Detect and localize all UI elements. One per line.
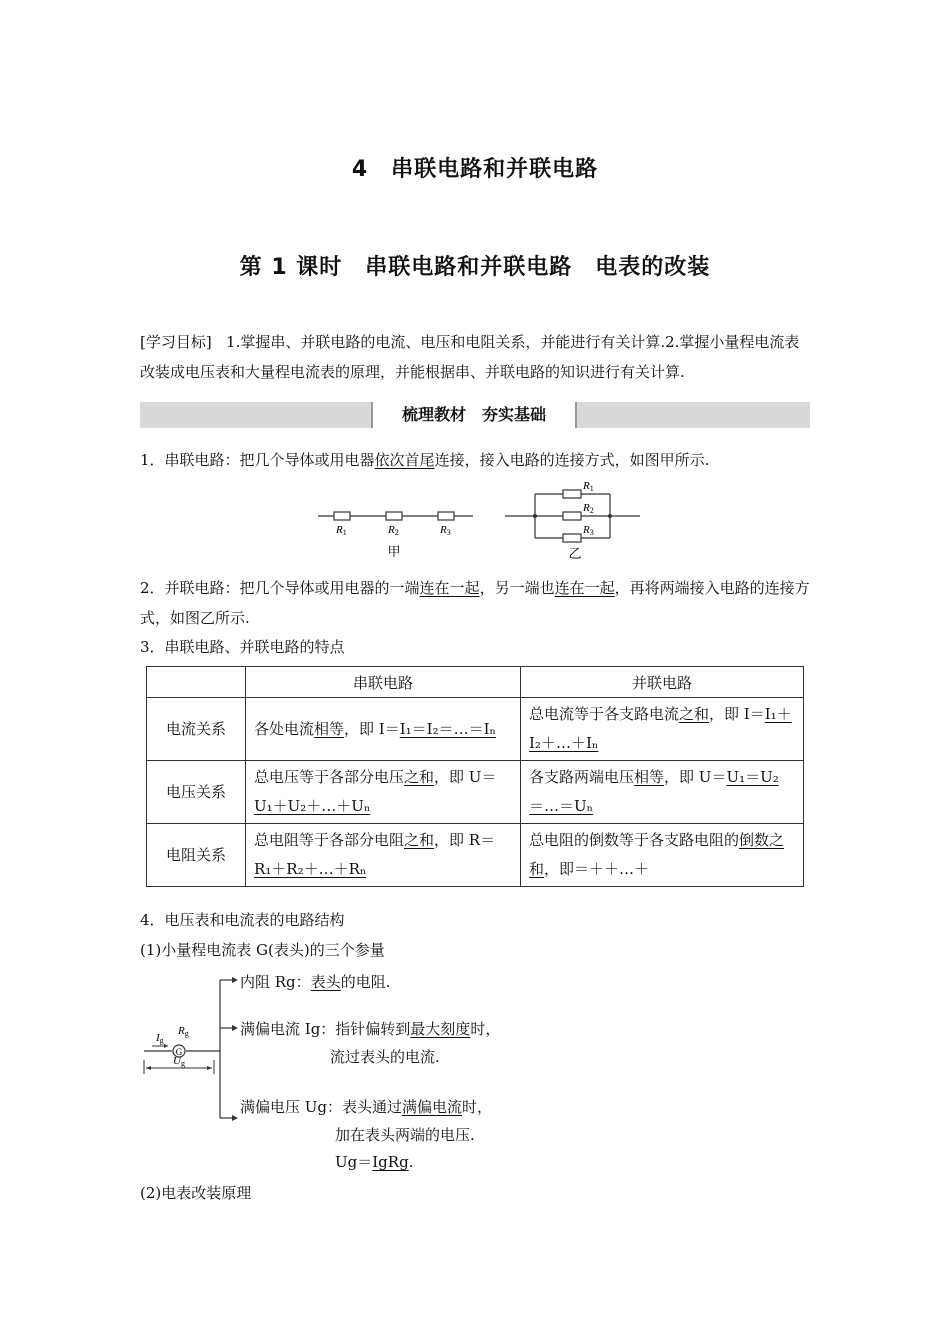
param-full-scale-voltage: 满偏电压 Ug：表头通过满偏电流时， <box>240 1098 493 1116</box>
label-r2: R2 <box>388 524 399 537</box>
series-cell: 总电阻等于各部分电阻之和，即 R＝R₁＋R₂＋…＋Rₙ <box>246 824 521 887</box>
item1-prefix: 1．串联电路：把几个导体或用电器 <box>140 451 375 469</box>
comparison-table <box>146 666 804 887</box>
param-ohms-law: Ug＝IgRg. <box>335 1153 414 1171</box>
parallel-circuit-figure <box>505 478 645 564</box>
item2-prefix: 2．并联电路：把几个导体或用电器的一端 <box>140 579 420 597</box>
item-parallel-definition <box>140 573 812 633</box>
series-cell: 总电压等于各部分电压之和，即 U＝U₁＋U₂＋…＋Uₙ <box>246 761 521 824</box>
objectives-text: 1.掌握串、并联电路的电流、电压和电阻关系，并能进行有关计算.2.掌握小量程电流表改装成电压表和大量程电流表的原理，并能根据串、并联电路的知识进行有关计算. <box>140 333 800 381</box>
param-internal-resistance: 内阻 Rg：表头的电阻. <box>240 973 391 991</box>
item1-blank: 依次首尾 <box>374 451 435 469</box>
caption-jia: 甲 <box>387 545 401 560</box>
lesson-title: 第 1 课时 串联电路和并联电路 电表的改装 <box>239 255 711 280</box>
table-row <box>147 824 804 887</box>
item-galvanometer-params: (1)小量程电流表 G(表头)的三个参量 <box>140 941 385 959</box>
chapter-title: 4 串联电路和并联电路 <box>351 157 599 182</box>
resistor-p2 <box>563 512 581 520</box>
parallel-cell: 各支路两端电压相等，即 U＝U₁＝U₂＝…＝Uₙ <box>521 761 804 824</box>
item2-middle: ，另一端也 <box>479 579 555 597</box>
label-rg: Rg <box>178 1025 189 1038</box>
table-row <box>147 698 804 761</box>
svg-text:G: G <box>175 1047 183 1057</box>
item1-suffix: 连接，接入电路的连接方式，如图甲所示. <box>434 451 710 469</box>
item-series-definition <box>140 445 812 475</box>
label-p1: R1 <box>583 480 594 493</box>
resistor-r3 <box>438 512 454 520</box>
resistor-p3 <box>563 534 581 542</box>
label-p3: R3 <box>583 524 594 537</box>
caption-yi: 乙 <box>568 547 582 562</box>
item-characteristics: 3．串联电路、并联电路的特点 <box>140 638 345 656</box>
resistor-p1 <box>563 490 581 498</box>
param-full-scale-current: 满偏电流 Ig：指针偏转到最大刻度时， <box>240 1020 501 1038</box>
param-full-scale-voltage-line2: 加在表头两端的电压. <box>335 1126 475 1144</box>
param-full-scale-current-line2: 流过表头的电流. <box>330 1048 440 1066</box>
label-ug: Ug <box>173 1055 185 1068</box>
parallel-cell: 总电流等于各支路电流之和，即 I＝I₁＋I₂＋…＋Iₙ <box>521 698 804 761</box>
item2-suffix: ，再将两端接入电路的连接方式，如图乙所示. <box>140 579 810 627</box>
item-meter-structure: 4．电压表和电流表的电路结构 <box>140 911 345 929</box>
label-ig: Ig <box>156 1032 164 1045</box>
learning-objectives <box>140 327 812 387</box>
row-label: 电阻关系 <box>147 824 246 887</box>
table-header-parallel: 并联电路 <box>521 667 804 698</box>
item-conversion-principle: (2)电表改装原理 <box>140 1184 252 1202</box>
table-header-empty <box>147 667 246 698</box>
parallel-cell: 总电阻的倒数等于各支路电阻的倒数之和，即＝＋＋…＋ <box>521 824 804 887</box>
resistor-r1 <box>334 512 350 520</box>
resistor-r2 <box>386 512 402 520</box>
label-r3: R3 <box>440 524 451 537</box>
table-header-row <box>147 667 804 698</box>
label-p2: R2 <box>583 502 594 515</box>
row-label: 电流关系 <box>147 698 246 761</box>
item2-blank2: 连在一起 <box>554 579 615 597</box>
series-cell: 各处电流相等，即 I＝I₁＝I₂＝…＝Iₙ <box>246 698 521 761</box>
section-band-label: 梳理教材 夯实基础 <box>371 402 577 428</box>
item2-blank1: 连在一起 <box>419 579 480 597</box>
row-label: 电压关系 <box>147 761 246 824</box>
section-band <box>140 402 810 428</box>
table-row <box>147 761 804 824</box>
table-header-series: 串联电路 <box>246 667 521 698</box>
objectives-tag: [学习目标] <box>140 333 212 351</box>
label-r1: R1 <box>336 524 347 537</box>
series-circuit-figure <box>318 500 478 564</box>
